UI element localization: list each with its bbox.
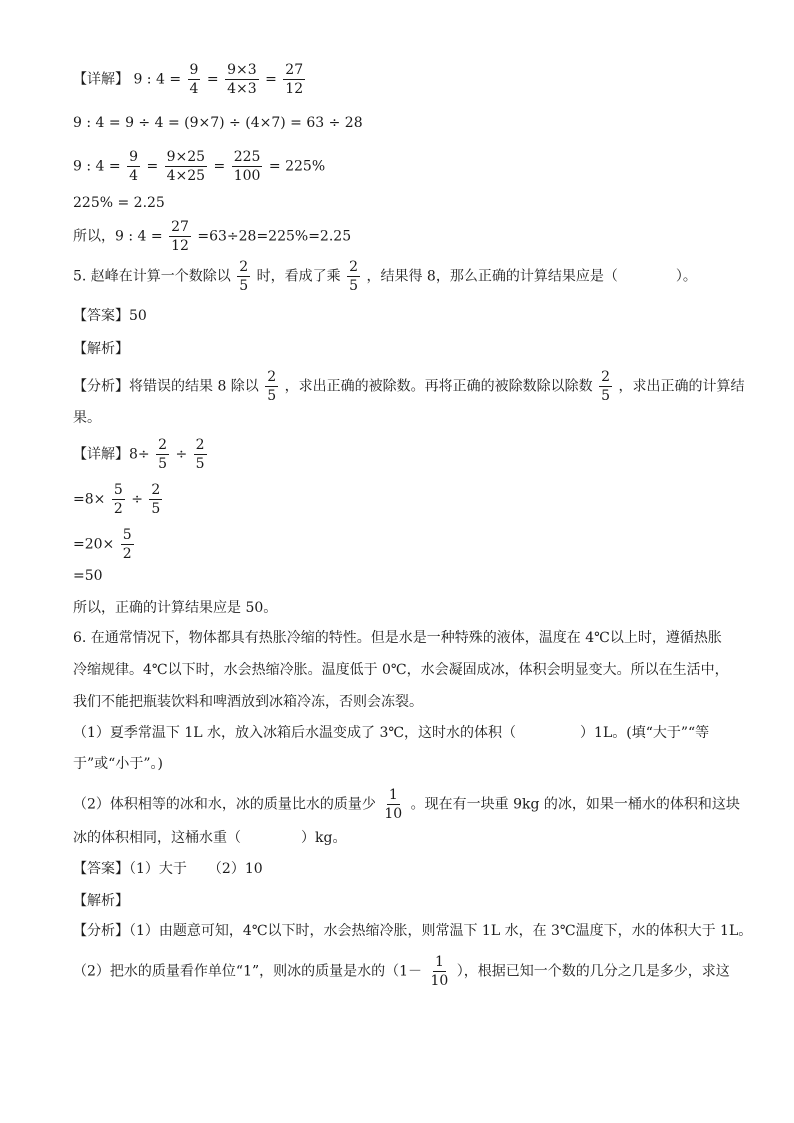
fraction: $\frac{9}{4}$	[189, 62, 199, 97]
detail-line-4: 225% = 2.25	[73, 195, 165, 211]
answer-line-q6	[73, 860, 263, 878]
fraction: $\frac{27}{12}$	[171, 219, 189, 254]
fenxi-text: ，求出正确的计算结	[618, 378, 745, 395]
conclusion-q5: 所以，正确的计算结果应是 50。	[73, 600, 278, 616]
fenxi-q6-2	[73, 954, 730, 989]
expr-text: ÷	[131, 491, 143, 508]
detail-q5-2	[73, 482, 164, 517]
detail-q5-3	[73, 527, 136, 562]
expr-text: =8×	[73, 491, 106, 508]
question-5	[73, 259, 697, 294]
fraction: $\frac{5}{2}$	[122, 527, 132, 562]
fraction: $\frac{2}{5}$	[195, 437, 205, 472]
fraction: $\frac{27}{12}$	[285, 62, 304, 97]
expr-text: =63÷28=225%=2.25	[197, 228, 352, 245]
fenxi-line-2: 果。	[73, 410, 101, 426]
fraction: $\frac{2}{5}$	[239, 259, 249, 294]
expr-text: 9 : 4 =	[73, 158, 121, 175]
answer-label: 【答案】	[73, 861, 129, 877]
fraction: $\frac{2}{5}$	[601, 369, 611, 404]
expr-text: 9 : 4 =	[133, 71, 182, 88]
q-text: （2）体积相等的冰和水，冰的质量比水的质量少	[73, 796, 376, 813]
detail-label: 【详解】	[73, 71, 129, 88]
fraction: $\frac{1}{10}$	[384, 787, 403, 822]
q-text: ，结果得 8，那么正确的计算结果应是（	[366, 268, 618, 285]
detail-line-5	[73, 219, 351, 254]
answer-label: 【答案】	[73, 308, 129, 324]
analysis-line	[73, 340, 129, 358]
fraction: $\frac{225}{100}$	[233, 149, 261, 184]
fenxi-label: 【分析】	[73, 378, 129, 395]
detail-q5-1	[73, 437, 209, 472]
fraction: $\frac{5}{2}$	[113, 482, 123, 517]
q-text: 。现在有一块重 9kg 的冰，如果一桶水的体积和这块	[410, 796, 740, 813]
question-6-line-3: 我们不能把瓶装饮料和啤酒放到冰箱冷冻，否则会冻裂。	[73, 694, 423, 710]
fraction: $\frac{2}{5}$	[158, 437, 168, 472]
analysis-line-q6	[73, 892, 129, 910]
q6-sub2-cont	[73, 829, 346, 847]
detail-q5-4: =50	[73, 568, 103, 584]
fraction: $\frac{9}{4}$	[129, 149, 138, 184]
fenxi-text: 将错误的结果 8 除以	[129, 378, 259, 395]
answer-line	[73, 307, 147, 325]
equals-sign: =	[213, 158, 226, 175]
equals-sign: =	[206, 71, 219, 88]
fenxi-text: （1）由题意可知，4℃以下时，水会热缩冷胀，则常温下 1L 水，在 3℃温度下，水的体积大于 1L。	[129, 923, 753, 939]
analysis-label: 【解析】	[73, 893, 129, 909]
fenxi-text: ），根据已知一个数的几分之几是多少，求这	[456, 963, 730, 980]
detail-line-2: 9 : 4 = 9 ÷ 4 = (9×7) ÷ (4×7) = 63 ÷ 28	[73, 115, 363, 131]
answer-value: （1）大于 （2）10	[129, 861, 263, 877]
question-6-line-1: 6. 在通常情况下，物体都具有热胀冷缩的特性。但是水是一种特殊的液体，温度在 4℃以上时，遵循热胀	[73, 630, 722, 646]
q6-sub1-cont: 于”或“小于”。)	[73, 756, 163, 772]
q-text: （1）夏季常温下 1L 水，放入冰箱后水温变成了 3℃，这时水的体积（	[73, 725, 517, 741]
detail-line-3	[73, 149, 325, 184]
equals-sign: =	[146, 158, 159, 175]
expr-text: =20×	[73, 536, 115, 553]
question-6-line-2: 冷缩规律。4℃以下时，水会热缩冷胀。温度低于 0℃，水会凝固成冰，体积会明显变大。所以在生活中，	[73, 662, 729, 678]
detail-line-1	[73, 62, 307, 97]
fenxi-q6-1	[73, 922, 752, 940]
equals-sign: =	[265, 71, 277, 88]
q-text: 时，看成了乘	[256, 268, 341, 285]
expr-text: ÷	[175, 446, 188, 463]
fraction: $\frac{9\times 3}{4\times 3}$	[227, 62, 257, 97]
fraction: $\frac{2}{5}$	[349, 259, 359, 294]
fenxi-line	[73, 369, 744, 404]
fraction: $\frac{9\times 25}{4\times 25}$	[166, 149, 206, 184]
q-text: ）1L。(填“大于”“等	[580, 725, 710, 741]
expr-text: 8÷	[129, 446, 150, 463]
expr-text: = 225%	[268, 158, 326, 175]
fraction: $\frac{1}{10}$	[430, 954, 449, 989]
fenxi-text: ，求出正确的被除数。再将正确的被除数除以除数	[284, 378, 593, 395]
answer-value: 50	[129, 308, 147, 324]
q-text: 冰的体积相同，这桶水重（	[73, 830, 241, 846]
q-text: 5. 赵峰在计算一个数除以	[73, 268, 231, 285]
analysis-label: 【解析】	[73, 341, 129, 357]
fraction: $\frac{2}{5}$	[151, 482, 161, 517]
fraction: $\frac{2}{5}$	[267, 369, 277, 404]
q-text: ）kg。	[301, 830, 347, 846]
fenxi-text: （2）把水的质量看作单位“1”，则冰的质量是水的（1－	[73, 963, 423, 980]
fenxi-label: 【分析】	[73, 923, 129, 939]
detail-label: 【详解】	[73, 446, 129, 463]
q6-sub2	[73, 787, 740, 822]
q6-sub1	[73, 724, 709, 742]
q-text: ）。	[675, 268, 697, 285]
expr-text: 所以，9 : 4 =	[73, 228, 163, 245]
